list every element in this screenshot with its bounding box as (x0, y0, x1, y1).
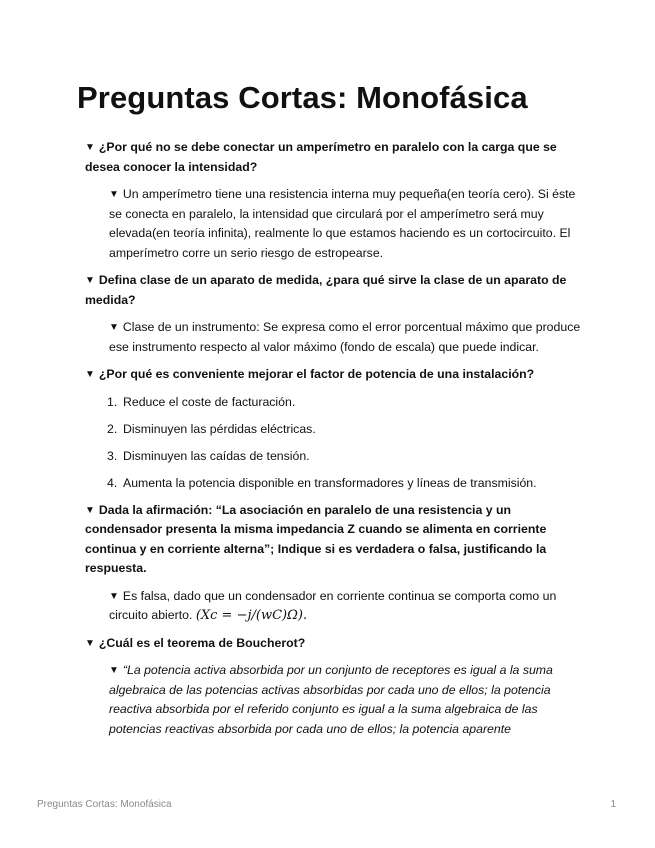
question-text: Defina clase de un aparato de medida, ¿para qué sirve la clase de un aparato de medida? (85, 273, 567, 307)
footer-title: Preguntas Cortas: Monofásica (37, 799, 172, 810)
toggle-answer-block (85, 661, 581, 739)
answer-text: Es falsa, dado que un condensador en corriente continua se comporta como un circuito abierto. (109, 588, 557, 622)
triangle-down-icon[interactable]: ▼ (85, 142, 95, 153)
list-item-text: Disminuyen las pérdidas eléctricas. (123, 421, 316, 436)
toggle-question[interactable] (85, 365, 581, 385)
list-item-text: Reduce el coste de facturación. (123, 394, 296, 409)
list-item (107, 420, 581, 440)
toggle-answer[interactable] (85, 661, 581, 739)
numbered-list (85, 393, 581, 494)
toggle-question[interactable] (85, 634, 581, 654)
list-number: 1. (107, 394, 118, 409)
answer-text: “La potencia activa absorbida por un conjunto de receptores es igual a la suma algebraica de las potencias activas absorbidas por cada uno de ellos; la potencia reactiva absorbida por el referido conjunto es igual a la suma algebraica de las potencias reactivas absorbida por cada uno de ellos; la potencia aparente (109, 663, 553, 736)
toggle-question[interactable] (85, 271, 581, 310)
question-text: Dada la afirmación: “La asociación en paralelo de una resistencia y un condensador presenta la misma impedancia Z cuando se alimenta en corriente continua y en corriente alterna”; Indique si es verdadera o falsa, justificando la respuesta. (85, 502, 547, 575)
toggle-block (85, 365, 581, 493)
question-text: ¿Cuál es el teorema de Boucherot? (98, 635, 306, 650)
toggle-block (85, 271, 581, 357)
list-item (107, 474, 581, 494)
triangle-down-icon[interactable]: ▼ (109, 189, 119, 200)
page-title: Preguntas Cortas: Monofásica (77, 80, 528, 115)
answer-text: Un amperímetro tiene una resistencia interna muy pequeña(en teoría cero). Si éste se conecta en paralelo, la intensidad que circulará por el amperímetro será muy elevada(en teoría infinita), realmente lo que estamos haciendo es un cortocircuito. El amperímetro corre un serio riesgo de estropearse. (109, 187, 576, 260)
toggle-question[interactable] (85, 501, 581, 579)
toggle-block (85, 501, 581, 626)
triangle-down-icon[interactable]: ▼ (109, 590, 119, 602)
answer-text: Clase de un instrumento: Se expresa como el error porcentual máximo que produce ese instrumento respecto al valor máximo (fondo de escala) que puede indicar. (109, 320, 581, 354)
triangle-down-icon[interactable]: ▼ (85, 369, 95, 380)
list-item-text: Aumenta la potencia disponible en transformadores y líneas de transmisión. (123, 475, 537, 490)
list-number: 3. (107, 448, 118, 463)
toggle-answer[interactable] (85, 587, 581, 626)
question-text: ¿Por qué no se debe conectar un amperímetro en paralelo con la carga que se desea conocer la intensidad? (85, 140, 557, 174)
toggle-block (85, 138, 581, 263)
triangle-down-icon[interactable]: ▼ (85, 504, 95, 516)
list-number: 2. (107, 421, 118, 436)
page-number: 1 (610, 799, 616, 810)
triangle-down-icon[interactable]: ▼ (109, 322, 119, 333)
list-item-text: Disminuyen las caídas de tensión. (123, 448, 310, 463)
formula: (Xc = −j/(wC)Ω). (195, 608, 308, 623)
triangle-down-icon[interactable]: ▼ (109, 665, 119, 676)
toggle-answer-block (85, 318, 581, 357)
toggle-answer[interactable] (85, 185, 581, 263)
list-item (107, 393, 581, 413)
triangle-down-icon[interactable]: ▼ (85, 275, 95, 286)
triangle-down-icon[interactable]: ▼ (85, 637, 95, 649)
page-content (85, 138, 581, 739)
toggle-answer-block (85, 185, 581, 263)
toggle-answer[interactable] (85, 318, 581, 357)
toggle-question[interactable] (85, 138, 581, 177)
toggle-answer-block (85, 587, 581, 626)
question-text: ¿Por qué es conveniente mejorar el factor de potencia de una instalación? (98, 367, 535, 381)
list-number: 4. (107, 475, 118, 490)
toggle-block (85, 634, 581, 740)
list-item (107, 447, 581, 467)
